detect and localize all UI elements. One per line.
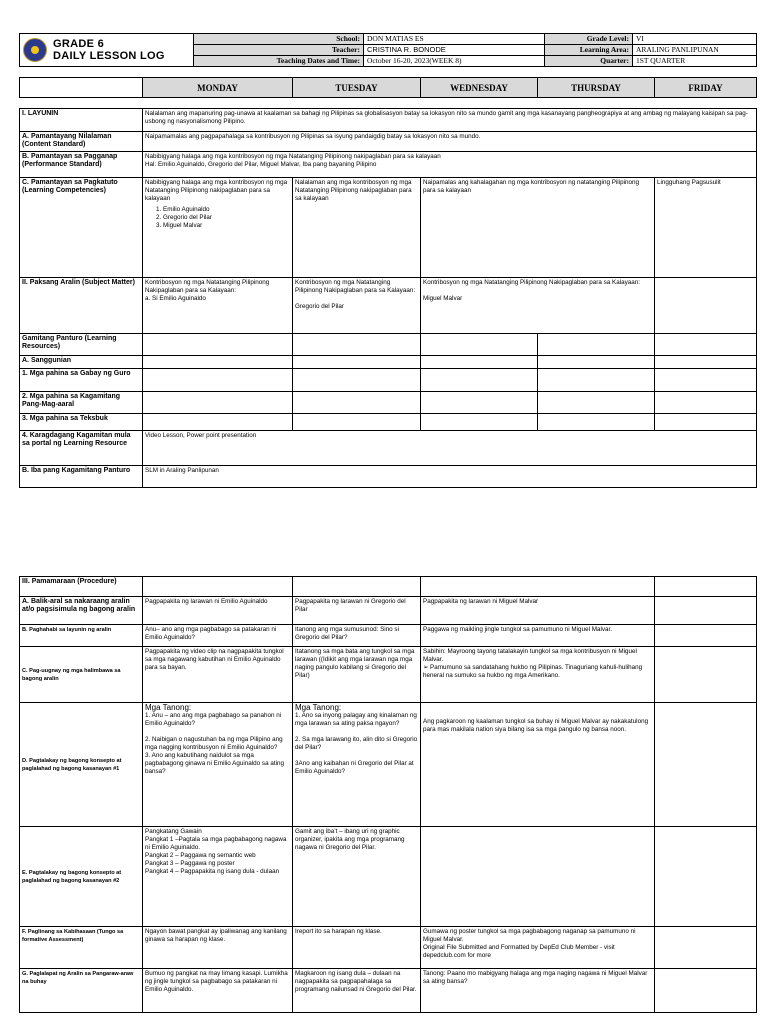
empty-cell: [293, 356, 421, 369]
empty-cell: [293, 577, 421, 597]
deped-seal-icon: [23, 38, 47, 62]
purpose-monday: Anu– ano ang mga pagbabago sa patakaran ni Emilio Aguinaldo?: [143, 625, 293, 647]
empty-cell: [655, 577, 757, 597]
discussion2-label: E. Pagtalakay ng bagong konsepto at paglalahad ng bagong kasanayan #2: [20, 827, 143, 927]
header-table: [19, 33, 757, 67]
layunin-text: Nalalaman ang mapanuring pag-unawa at kaalaman sa bahagi ng Pilipinas sa globalisasyon batay sa lokasyon nito sa mundo gamit ang mga kasanayang pangheograpiya at ang ambag ng malayang kaisipan sa pag-usbong ng nasyonalismong Pilipino.: [143, 109, 757, 132]
content-standard-label: A. Pamantayang Nilalaman (Content Standard): [20, 132, 143, 152]
application-monday: Bumuo ng pangkat na may limang kasapi. Lumikha ng jingle tungkol sa pagbabago sa patakaran ni Emilio Aguinaldo.: [143, 969, 293, 1013]
empty-cell: [421, 827, 655, 927]
purpose-wednesday: Paggawa ng maikling jingle tungkol sa pamumuno ni Miguel Malvar.: [421, 625, 655, 647]
empty-cell: [421, 414, 538, 431]
empty-cell: [538, 369, 655, 392]
quarter-label: Quarter:: [545, 56, 633, 67]
empty-cell: [655, 597, 757, 625]
discussion1-tuesday: [293, 703, 421, 827]
other-materials-label: B. Iba pang Kagamitang Panturo: [20, 466, 143, 488]
empty-cell: [421, 369, 538, 392]
mastery-wednesday: Gumawa ng poster tungkol sa mga pagbabagong naganap sa pamumuno ni Miguel Malvar. Original File Submitted and Formatted by DepEd Club Member - visit depedclub.com for more: [421, 927, 655, 969]
performance-standard-text: Nabibigyang halaga ang mga kontribosyon ng mga Natatanging Pilipinong nakipaglaban para sa kalayaan Hal: Emilio Aguinaldo, Gregorio del Pilar, Miguel Malvar, Iba pang bayaning Pilipino: [143, 152, 757, 178]
day-thursday: THURSDAY: [538, 78, 655, 98]
empty-cell: [655, 647, 757, 703]
empty-cell: [655, 392, 757, 414]
examples-label: C. Pag-uugnay ng mga halimbawa sa bagong aralin: [20, 647, 143, 703]
title-block: [20, 34, 194, 67]
empty-cell: [655, 703, 757, 827]
grade-value: VI: [633, 34, 757, 45]
empty-cell: [293, 369, 421, 392]
page-title: GRADE 6 DAILY LESSON LOG: [53, 38, 165, 62]
day-monday: MONDAY: [143, 78, 293, 98]
application-label: G. Paglalapat ng Aralin sa Pangaraw-araw na buhay: [20, 969, 143, 1013]
quarter-value: 1ST QUARTER: [633, 56, 757, 67]
competencies-tuesday: Nalalaman ang mga kontribosyon ng mga Natatanging Pilipinong nakipaglaban para sa kalayaan: [293, 178, 421, 278]
empty-cell: [538, 392, 655, 414]
discussion1-wednesday: [421, 703, 655, 827]
list-item: 3. Miguel Malvar: [163, 222, 290, 230]
questions-heading: Mga Tanong:: [295, 703, 342, 712]
empty-cell: [143, 392, 293, 414]
empty-cell: [293, 414, 421, 431]
empty-cell: [421, 356, 538, 369]
day-friday: FRIDAY: [655, 78, 757, 98]
area-label: Learning Area:: [545, 45, 633, 56]
examples-monday: Pagpapakita ng video clip na nagpapakita tungkol sa mga nagawang kabutihan ni Emilio Aguinaldo para sa bayan.: [143, 647, 293, 703]
procedure-table: [19, 576, 757, 1013]
portal-resources-text: Video Lesson, Power point presentation: [143, 431, 757, 466]
school-label: School:: [194, 34, 364, 45]
empty-cell: [421, 334, 538, 356]
empty-cell: [293, 334, 421, 356]
subject-matter-wednesday: Kontribosyon ng mga Natatanging Pilipinong Nakipaglaban para sa Kalayaan: Miguel Malvar: [421, 278, 655, 334]
discussion1-monday-text: 1. Anu – ano ang mga pagbabago sa panahon ni Emilio Aguinaldo? 2. Naibigan o nagustuhan ba ng mga Pilipino ang mga nagging kontribusyon ni Emilio Aguinaldo? 3. Ano ang kabutihang naidulot sa mga pagbabagong ginawa ni Emilio Aguinaldo sa ating bansa?: [145, 712, 284, 775]
examples-tuesday: Itatanong sa mga bata ang tungkol sa mga larawan ((Idikit ang mga larawan nga mga naging pangulo kabilang si Gregorio del Pilar): [293, 647, 421, 703]
subject-matter-label: II. Paksang Aralin (Subject Matter): [20, 278, 143, 334]
review-monday: Pagpapakita ng larawan ni Emilio Aguinaldo: [143, 597, 293, 625]
empty-cell: [655, 927, 757, 969]
list-item: 1. Emilio Aguinaldo: [163, 206, 290, 214]
competencies-monday-text: Nabibigyang halaga ang mga kontribosyon ng mga Natatanging Pilipinong nakipaglaban para sa kalayaan: [145, 179, 288, 202]
questions-heading: Mga Tanong:: [145, 703, 192, 712]
performance-standard-label: B. Pamantayan sa Pagganap (Performance Standard): [20, 152, 143, 178]
content-standard-text: Naipamamalas ang pagpapahalaga sa kontribusyon ng Pilipinas sa isyung pandaigdig batay sa lokasyon nito sa mundo.: [143, 132, 757, 152]
mastery-label: F. Paglinang sa Kabihasaan (Tungo sa formative Assessment): [20, 927, 143, 969]
empty-cell: [421, 392, 538, 414]
empty-cell: [655, 625, 757, 647]
teacher-label: Teacher:: [194, 45, 364, 56]
empty-cell: [421, 577, 655, 597]
empty-cell: [655, 969, 757, 1013]
subject-matter-monday: Kontribosyon ng mga Natatanging Pilipinong Nakipaglaban para sa Kalayaan: a. Si Emilio Aguinaldo: [143, 278, 293, 334]
day-wednesday: WEDNESDAY: [421, 78, 538, 98]
review-label: A. Balik-aral sa nakaraang aralin at/o pagsisimula ng bagong aralin: [20, 597, 143, 625]
mastery-monday: Ngayon bawat pangkat ay ipaliwanag ang kanilang ginawa sa harapan ng klase.: [143, 927, 293, 969]
empty-cell: [538, 414, 655, 431]
other-materials-text: SLM in Araling Panlipunan: [143, 466, 757, 488]
mastery-tuesday: Ireport ito sa harapan ng klase.: [293, 927, 421, 969]
discussion2-monday: Pangkatang Gawain Pangkat 1 –Pagtala sa mga pagbabagong nagawa ni Emilio Aguinaldo. Pangkat 2 – Paggawa ng semantic web Pangkat 3 – Paggawa ng poster Pangkat 4 – Pagpapakita ng isang dula - dulaan: [143, 827, 293, 927]
discussion2-tuesday: Gamit ang iba’t – ibang uri ng graphic organizer, ipakita ang mga programang nagawa ni Gregorio del Pilar.: [293, 827, 421, 927]
day-tuesday: TUESDAY: [293, 78, 421, 98]
competencies-monday: [143, 178, 293, 278]
school-value: DON MATIAS ES: [364, 34, 545, 45]
review-wednesday: Pagpapakita ng larawan ni Miguel Malvar: [421, 597, 655, 625]
empty-cell: [538, 334, 655, 356]
procedure-label: III. Pamamaraan (Procedure): [20, 577, 143, 597]
empty-cell: [143, 577, 293, 597]
learning-resources-label: Gamitang Panturo (Learning Resources): [20, 334, 143, 356]
sanggunian-label: A. Sanggunian: [20, 356, 143, 369]
discussion1-tuesday-text: 1. Ano sa inyong palagay ang kinalaman ng mga larawan sa ating paksa ngayon? 2. Sa mga larawang ito, alin dito si Gregorio del Pilar? 3Ano ang kaibahan ni Gregorio del Pilar at Emilio Aguinaldo?: [295, 712, 418, 775]
list-item: 2. Gregorio del Pilar: [163, 214, 290, 222]
empty-cell: [538, 356, 655, 369]
empty-cell: [655, 414, 757, 431]
competencies-label: C. Pamantayan sa Pagkatuto (Learning Competencies): [20, 178, 143, 278]
empty-cell: [143, 414, 293, 431]
empty-cell: [143, 369, 293, 392]
layunin-label: I. LAYUNIN: [20, 109, 143, 132]
review-tuesday: Pagpapakita ng larawan ni Gregorio del Pilar: [293, 597, 421, 625]
textbook-label: 3. Mga pahina sa Teksbuk: [20, 414, 143, 431]
learner-materials-label: 2. Mga pahina sa Kagamitang Pang-Mag-aaral: [20, 392, 143, 414]
teacher-guide-label: 1. Mga pahina sa Gabay ng Guro: [20, 369, 143, 392]
day-header-row: [19, 77, 757, 98]
empty-cell: [655, 356, 757, 369]
teacher-value: CRISTINA R. BONODE: [364, 45, 545, 56]
area-value: ARALING PANLIPUNAN: [633, 45, 757, 56]
dates-label: Teaching Dates and Time:: [194, 56, 364, 67]
examples-wednesday: Sabihin: Mayroong tayong tatalakayin tungkol sa mga kontribusyon ni Miguel Malvar. ➢ Pamumuno sa sandatahang hukbo ng Pilipinas. Tinaguriang kahuli-hulihang heneral na sumuko sa hukbo ng mga Amerikano.: [421, 647, 655, 703]
empty-cell: [293, 392, 421, 414]
empty-cell: [655, 827, 757, 927]
application-wednesday: Tanong: Paano mo mabigyang halaga ang mga naging nagawa ni Miguel Malvar sa ating bansa?: [421, 969, 655, 1013]
empty-cell: [143, 356, 293, 369]
competencies-wednesday: Naipamalas ang kahalagahan ng mga kontribosyon ng natatanging Pilipinong para sa kalayaan: [421, 178, 655, 278]
discussion1-label: D. Pagtalakay ng bagong konsepto at paglalahad ng bagong kasanayan #1: [20, 703, 143, 827]
empty-cell: [655, 334, 757, 356]
subject-matter-friday: [655, 278, 757, 334]
purpose-tuesday: Itanong ang mga sumusunod: Sino si Gregorio del Pilar?: [293, 625, 421, 647]
purpose-label: B. Paghahabi sa layunin ng aralin: [20, 625, 143, 647]
competencies-monday-list: [145, 206, 290, 230]
discussion1-wednesday-text: Ang pagkaroon ng kaalaman tungkol sa buhay ni Miguel Malvar ay nakakatulong para mas makilala nation siya bilang isa sa mga pangulo ng bansa noon.: [423, 718, 649, 733]
subject-matter-tuesday: Kontribosyon ng mga Natatanging Pilipinong Nakipaglaban para sa Kalayaan: Gregorio del Pilar: [293, 278, 421, 334]
competencies-friday: Lingguhang Pagsusulit: [655, 178, 757, 278]
application-tuesday: Magkaroon ng isang dula – dulaan na nagpapakita sa pagpapahalaga sa programang nailunsad ni Gregorio del Pilar.: [293, 969, 421, 1013]
discussion1-monday: [143, 703, 293, 827]
objectives-table: [19, 108, 757, 488]
empty-cell: [143, 334, 293, 356]
portal-resources-label: 4. Karagdagang Kagamitan mula sa portal ng Learning Resource: [20, 431, 143, 466]
empty-cell: [655, 369, 757, 392]
dates-value: October 16-20, 2023(WEEK 8): [364, 56, 545, 67]
day-header-blank: [20, 78, 143, 98]
grade-label: Grade Level:: [545, 34, 633, 45]
